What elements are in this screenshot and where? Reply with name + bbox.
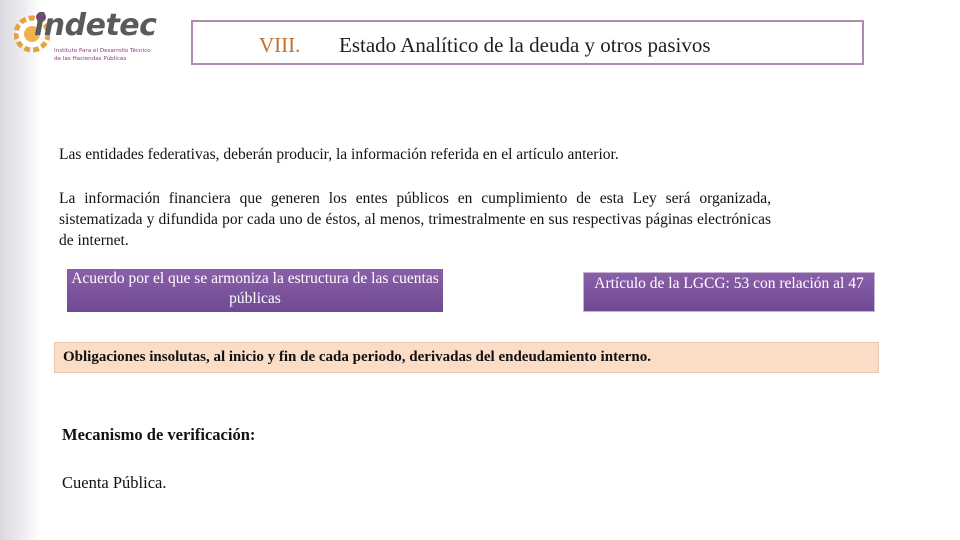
title-box bbox=[191, 20, 864, 65]
logo-subtitle-line2: de las Haciendas Públicas bbox=[54, 56, 127, 62]
obligation-highlight-bar bbox=[54, 342, 879, 373]
page-title: Estado Analítico de la deuda y otros pasivos bbox=[339, 33, 711, 57]
verification-label: Mecanismo de verificación: bbox=[62, 425, 256, 444]
paragraph-financial-information: La información financiera que generen los entes públicos en cumplimiento de esta Ley será organizada, sistematizada y difundida por cada uno de éstos, al menos, trimestralmente en sus respectivas páginas electrónicas de internet. bbox=[59, 190, 771, 249]
logo-wordmark: indetec bbox=[34, 8, 157, 43]
article-reference-box: Artículo de la LGCG: 53 con relación al 47 bbox=[583, 272, 875, 312]
obligation-text: Obligaciones insolutas, al inicio y fin de cada periodo, derivadas del endeudamiento interno. bbox=[63, 349, 651, 365]
agreement-box: Acuerdo por el que se armoniza la estructura de las cuentas públicas bbox=[67, 269, 443, 312]
indetec-logo bbox=[14, 8, 186, 70]
verification-value: Cuenta Pública. bbox=[62, 473, 167, 492]
paragraph-federal-entities: Las entidades federativas, deberán producir, la información referida en el artículo anterior. bbox=[59, 146, 619, 163]
section-number: VIII. bbox=[259, 33, 301, 57]
left-decorative-strip bbox=[0, 0, 40, 540]
logo-subtitle-line1: Instituto Para el Desarrollo Técnico bbox=[54, 48, 151, 54]
